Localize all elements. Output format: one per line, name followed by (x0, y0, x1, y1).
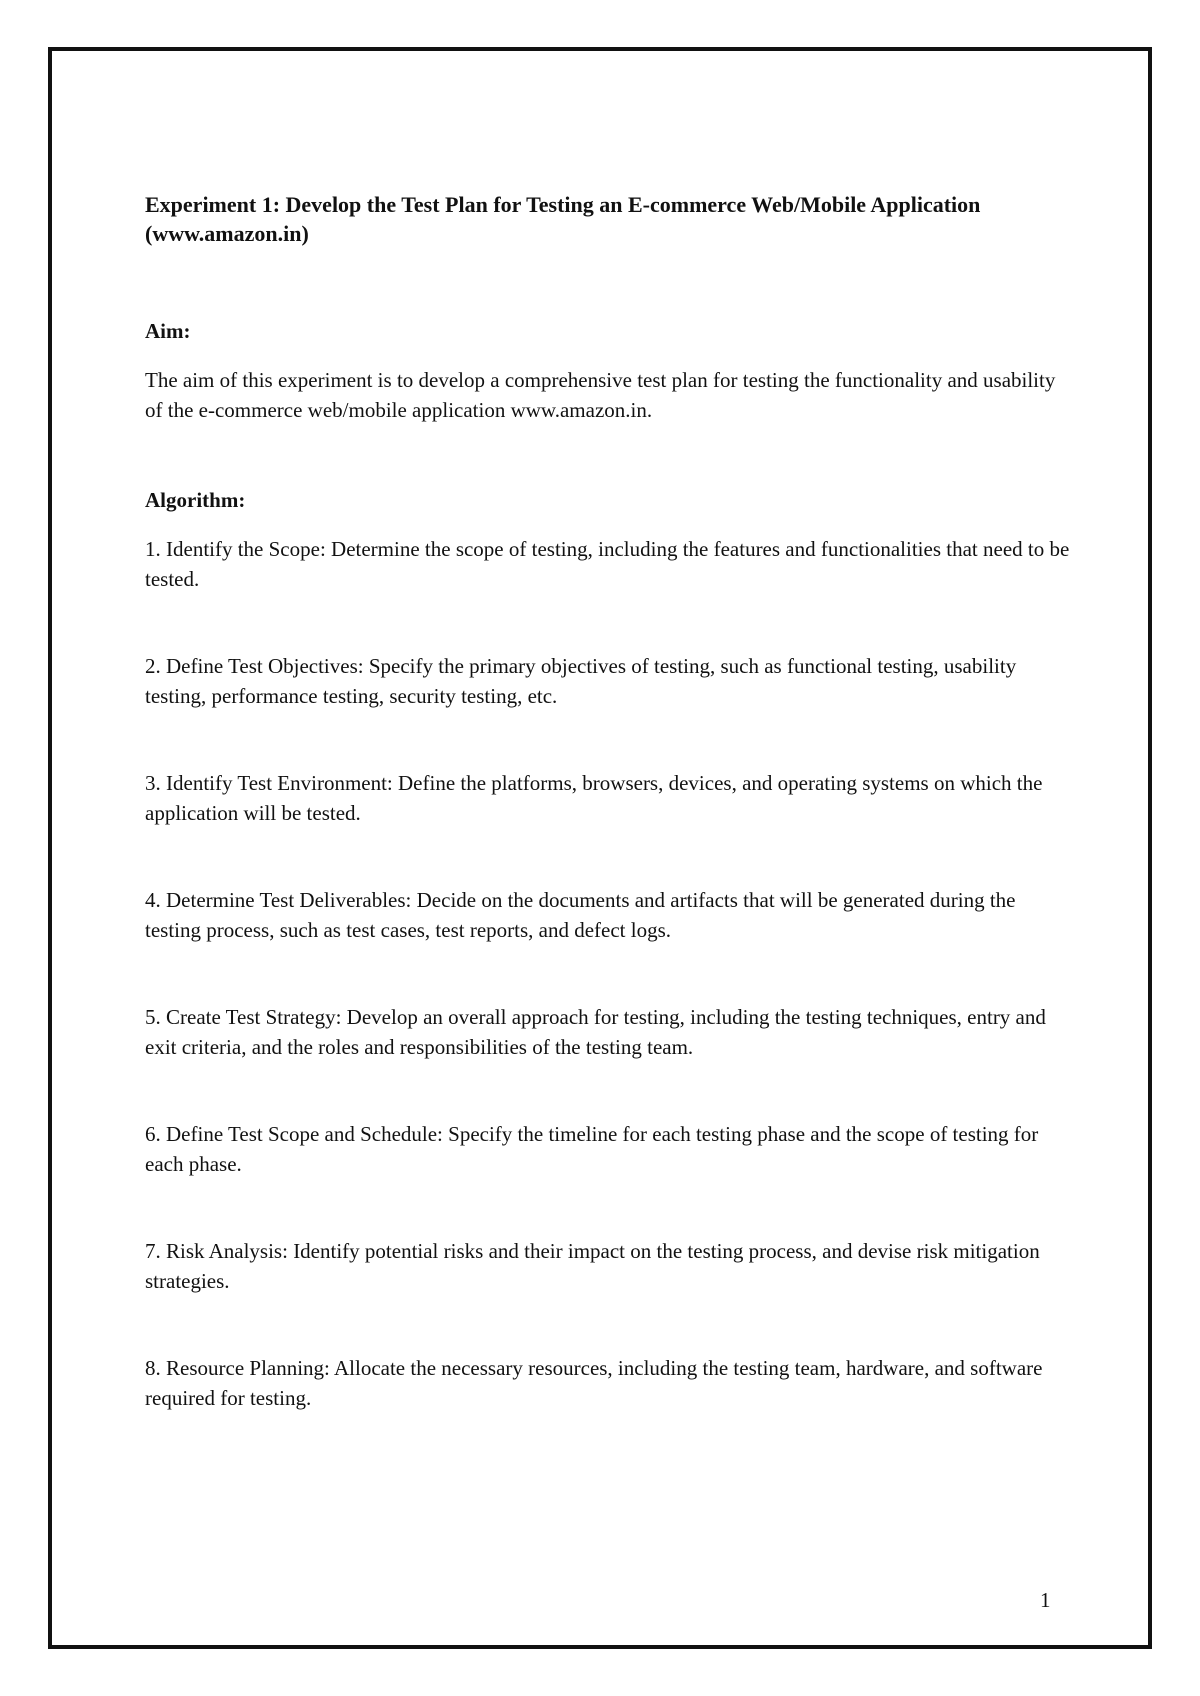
algorithm-heading: Algorithm: (145, 488, 246, 512)
algorithm-step: 2. Define Test Objectives: Specify the primary objectives of testing, such as functional testing, usability testing, performance testing, security testing, etc. (145, 654, 1017, 708)
document-body (145, 190, 1075, 1413)
algorithm-step: 7. Risk Analysis: Identify potential risks and their impact on the testing process, and devise risk mitigation strategies. (145, 1239, 1040, 1293)
algorithm-step: 6. Define Test Scope and Schedule: Specify the timeline for each testing phase and the scope of testing for each phase. (145, 1122, 1039, 1176)
page-number: 1 (1040, 1588, 1051, 1612)
aim-text: The aim of this experiment is to develop a comprehensive test plan for testing the functionality and usability of the e-commerce web/mobile application www.amazon.in. (145, 368, 1056, 422)
algorithm-step: 4. Determine Test Deliverables: Decide on the documents and artifacts that will be generated during the testing process, such as test cases, test reports, and defect logs. (145, 888, 1016, 942)
algorithm-step: 8. Resource Planning: Allocate the necessary resources, including the testing team, hardware, and software required for testing. (145, 1356, 1043, 1410)
aim-heading: Aim: (145, 319, 191, 343)
algorithm-step: 3. Identify Test Environment: Define the platforms, browsers, devices, and operating systems on which the application will be tested. (145, 771, 1043, 825)
document-title: Experiment 1: Develop the Test Plan for Testing an E-commerce Web/Mobile Application (www.amazon.in) (145, 192, 981, 246)
algorithm-step: 5. Create Test Strategy: Develop an overall approach for testing, including the testing techniques, entry and exit criteria, and the roles and responsibilities of the testing team. (145, 1005, 1046, 1059)
algorithm-step: 1. Identify the Scope: Determine the scope of testing, including the features and functionalities that need to be tested. (145, 537, 1070, 591)
